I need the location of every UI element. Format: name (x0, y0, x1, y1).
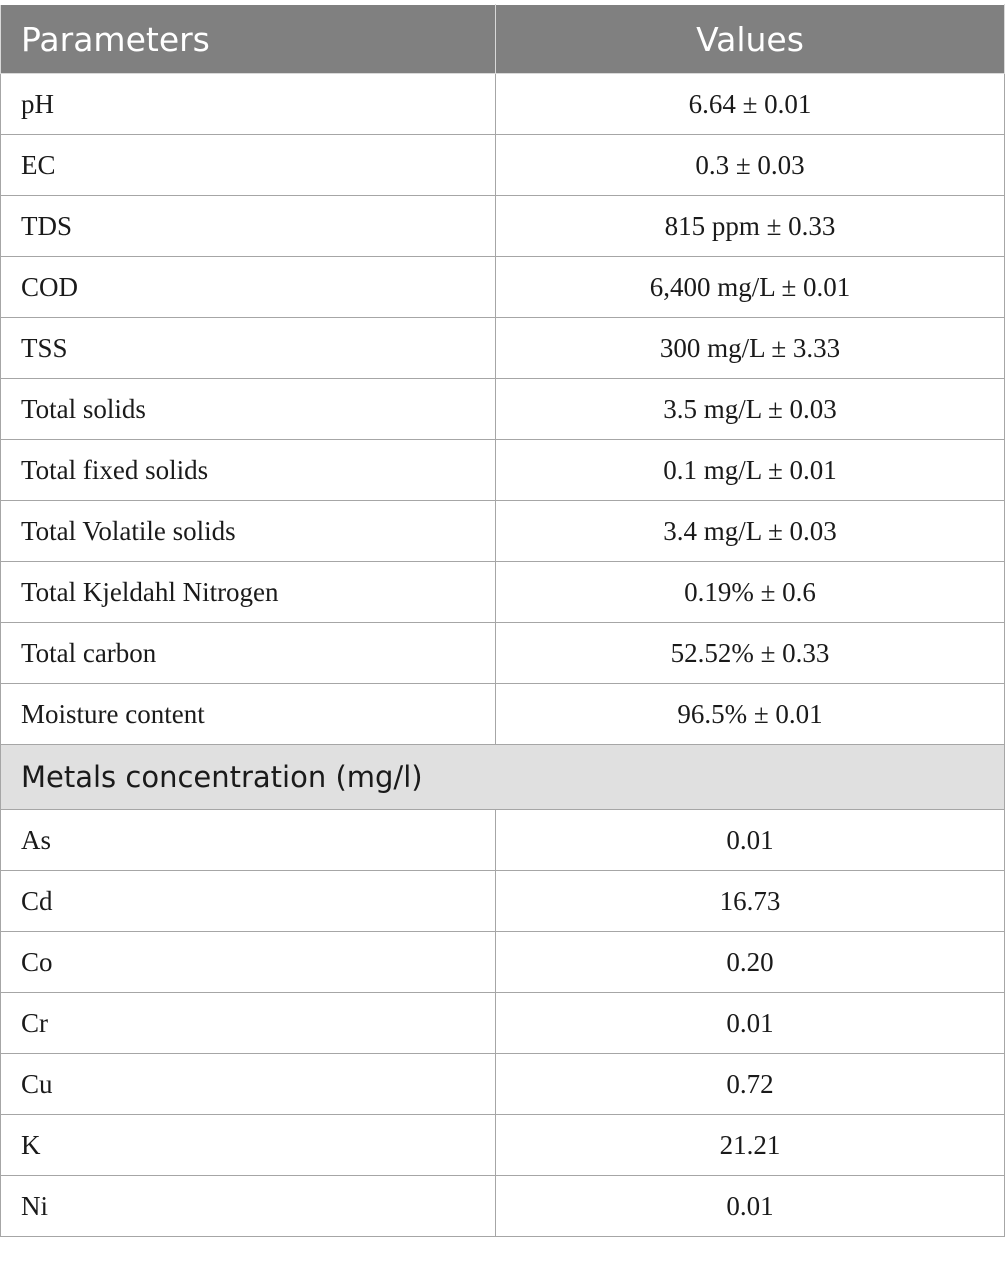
table-row (1, 684, 1005, 745)
value-cell: 0.72 (496, 1054, 1005, 1115)
table-row (1, 623, 1005, 684)
parameter-cell: TSS (1, 318, 496, 379)
table-row (1, 562, 1005, 623)
table-row (1, 135, 1005, 196)
value-cell: 6,400 mg/L ± 0.01 (496, 257, 1005, 318)
table-row (1, 871, 1005, 932)
table-row (1, 318, 1005, 379)
value-cell: 0.3 ± 0.03 (496, 135, 1005, 196)
table-row (1, 810, 1005, 871)
metal-cell: Co (1, 932, 496, 993)
value-cell: 21.21 (496, 1115, 1005, 1176)
value-cell: 3.4 mg/L ± 0.03 (496, 501, 1005, 562)
table-row (1, 501, 1005, 562)
table-row (1, 1054, 1005, 1115)
value-cell: 0.1 mg/L ± 0.01 (496, 440, 1005, 501)
table-row (1, 993, 1005, 1054)
parameter-cell: Total Volatile solids (1, 501, 496, 562)
value-cell: 0.01 (496, 1176, 1005, 1237)
parameter-cell: EC (1, 135, 496, 196)
parameter-cell: Total carbon (1, 623, 496, 684)
metal-cell: Cu (1, 1054, 496, 1115)
value-cell: 16.73 (496, 871, 1005, 932)
parameter-cell: Total fixed solids (1, 440, 496, 501)
parameter-cell: Moisture content (1, 684, 496, 745)
parameter-cell: COD (1, 257, 496, 318)
value-cell: 0.01 (496, 993, 1005, 1054)
value-cell: 96.5% ± 0.01 (496, 684, 1005, 745)
table-row (1, 440, 1005, 501)
table-row (1, 196, 1005, 257)
parameter-cell: Total solids (1, 379, 496, 440)
table-header-row (1, 5, 1005, 74)
metal-cell: As (1, 810, 496, 871)
metal-cell: K (1, 1115, 496, 1176)
header-values: Values (496, 5, 1005, 74)
value-cell: 0.01 (496, 810, 1005, 871)
value-cell: 3.5 mg/L ± 0.03 (496, 379, 1005, 440)
table-row (1, 932, 1005, 993)
table-row (1, 1176, 1005, 1237)
value-cell: 6.64 ± 0.01 (496, 74, 1005, 135)
parameter-cell: Total Kjeldahl Nitrogen (1, 562, 496, 623)
parameters-table (0, 4, 1005, 1237)
table-row (1, 257, 1005, 318)
parameter-cell: pH (1, 74, 496, 135)
table-row (1, 74, 1005, 135)
parameter-cell: TDS (1, 196, 496, 257)
header-parameters: Parameters (1, 5, 496, 74)
value-cell: 300 mg/L ± 3.33 (496, 318, 1005, 379)
value-cell: 52.52% ± 0.33 (496, 623, 1005, 684)
metal-cell: Ni (1, 1176, 496, 1237)
table-row (1, 1115, 1005, 1176)
table-row (1, 379, 1005, 440)
value-cell: 815 ppm ± 0.33 (496, 196, 1005, 257)
metal-cell: Cr (1, 993, 496, 1054)
metal-cell: Cd (1, 871, 496, 932)
value-cell: 0.19% ± 0.6 (496, 562, 1005, 623)
value-cell: 0.20 (496, 932, 1005, 993)
section-header-row (1, 745, 1005, 810)
section-title-metals: Metals concentration (mg/l) (1, 745, 1005, 810)
